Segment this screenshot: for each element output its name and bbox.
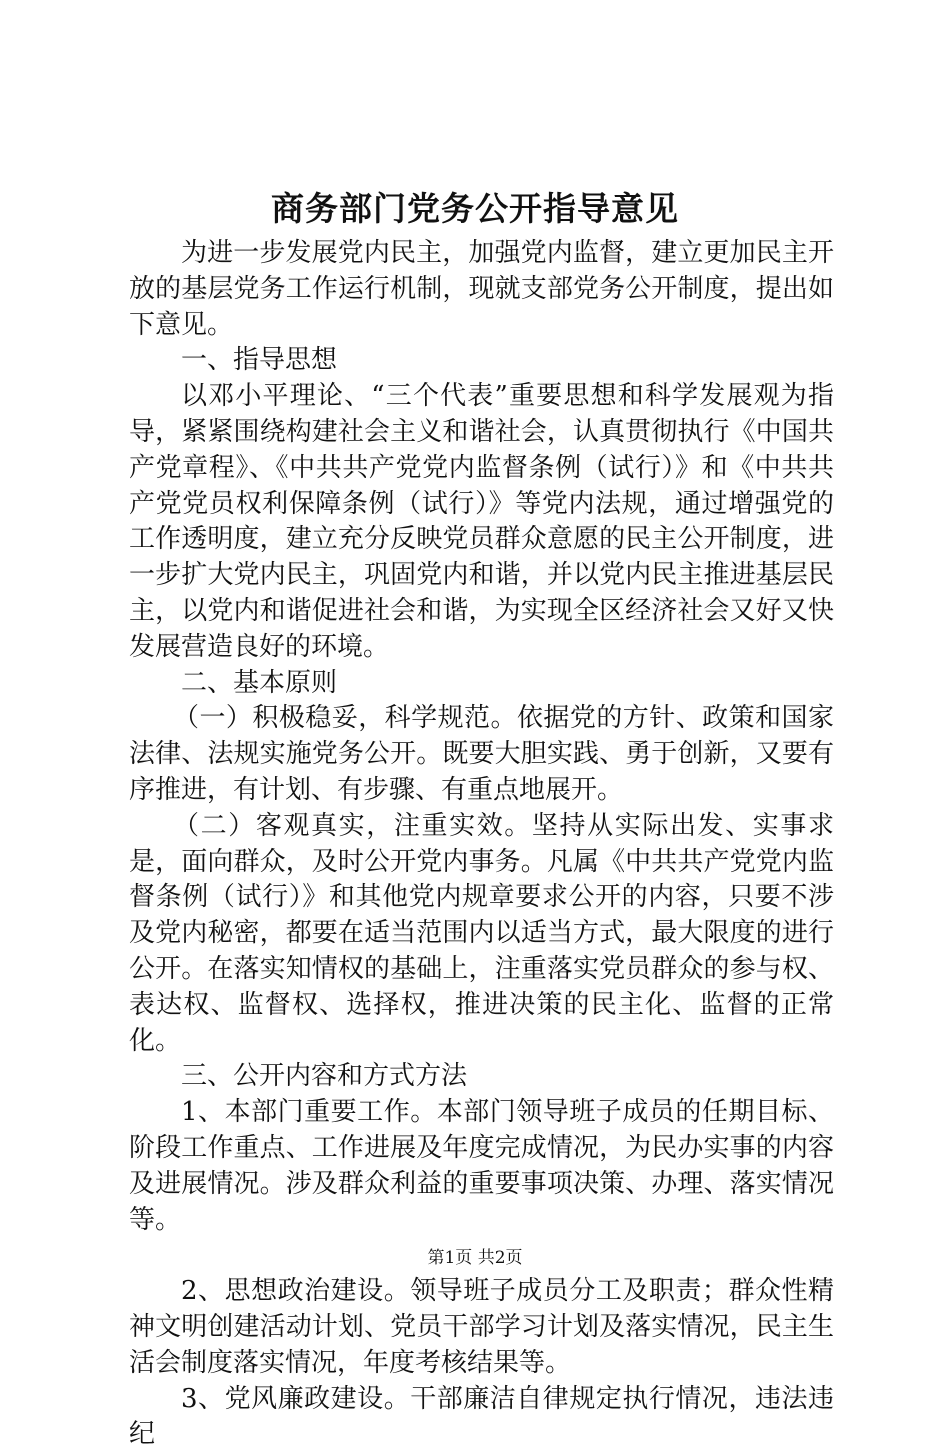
section-heading-content-methods: 三、公开内容和方式方法	[129, 1059, 834, 1095]
content-item-3-paragraph: 3、党风廉政建设。干部廉洁自律规定执行情况，违法违纪	[129, 1382, 834, 1453]
page-number-footer: 第1页 共2页	[0, 1246, 950, 1270]
principle-1-paragraph: （一）积极稳妥，科学规范。依据党的方针、政策和国家法律、法规实施党务公开。既要大胆实践、勇于创新，又要有序推进，有计划、有步骤、有重点地展开。	[129, 701, 834, 808]
section-heading-guiding-thought: 一、指导思想	[129, 343, 834, 379]
principle-2-paragraph: （二）客观真实，注重实效。坚持从实际出发、实事求是，面向群众，及时公开党内事务。凡属《中共共产党党内监督条例（试行）》和其他党内规章要求公开的内容，只要不涉及党内秘密，都要在适当范围内以适当方式，最大限度的进行公开。在落实知情权的基础上，注重落实党员群众的参与权、表达权、监督权、选择权，推进决策的民主化、监督的正常化。	[129, 809, 834, 1060]
content-item-1-paragraph: 1、本部门重要工作。本部门领导班子成员的任期目标、阶段工作重点、工作进展及年度完成情况，为民办实事的内容及进展情况。涉及群众利益的重要事项决策、办理、落实情况等。	[129, 1095, 834, 1238]
guiding-thought-paragraph: 以邓小平理论、“三个代表”重要思想和科学发展观为指导，紧紧围绕构建社会主义和谐社会，认真贯彻执行《中国共产党章程》、《中共共产党党内监督条例（试行）》和《中共共产党党员权利保障条例（试行）》等党内法规，通过增强党的工作透明度，建立充分反映党员群众意愿的民主公开制度，进一步扩大党内民主，巩固党内和谐，并以党内民主推进基层民主，以党内和谐促进社会和谐，为实现全区经济社会又好又快发展营造良好的环境。	[129, 379, 834, 665]
document-body	[129, 236, 834, 1453]
intro-paragraph: 为进一步发展党内民主，加强党内监督，建立更加民主开放的基层党务工作运行机制，现就支部党务公开制度，提出如下意见。	[129, 236, 834, 343]
document-title: 商务部门党务公开指导意见	[0, 186, 950, 232]
section-heading-basic-principles: 二、基本原则	[129, 666, 834, 702]
content-item-2-paragraph: 2、思想政治建设。领导班子成员分工及职责；群众性精神文明创建活动计划、党员干部学习计划及落实情况，民主生活会制度落实情况，年度考核结果等。	[129, 1274, 834, 1381]
